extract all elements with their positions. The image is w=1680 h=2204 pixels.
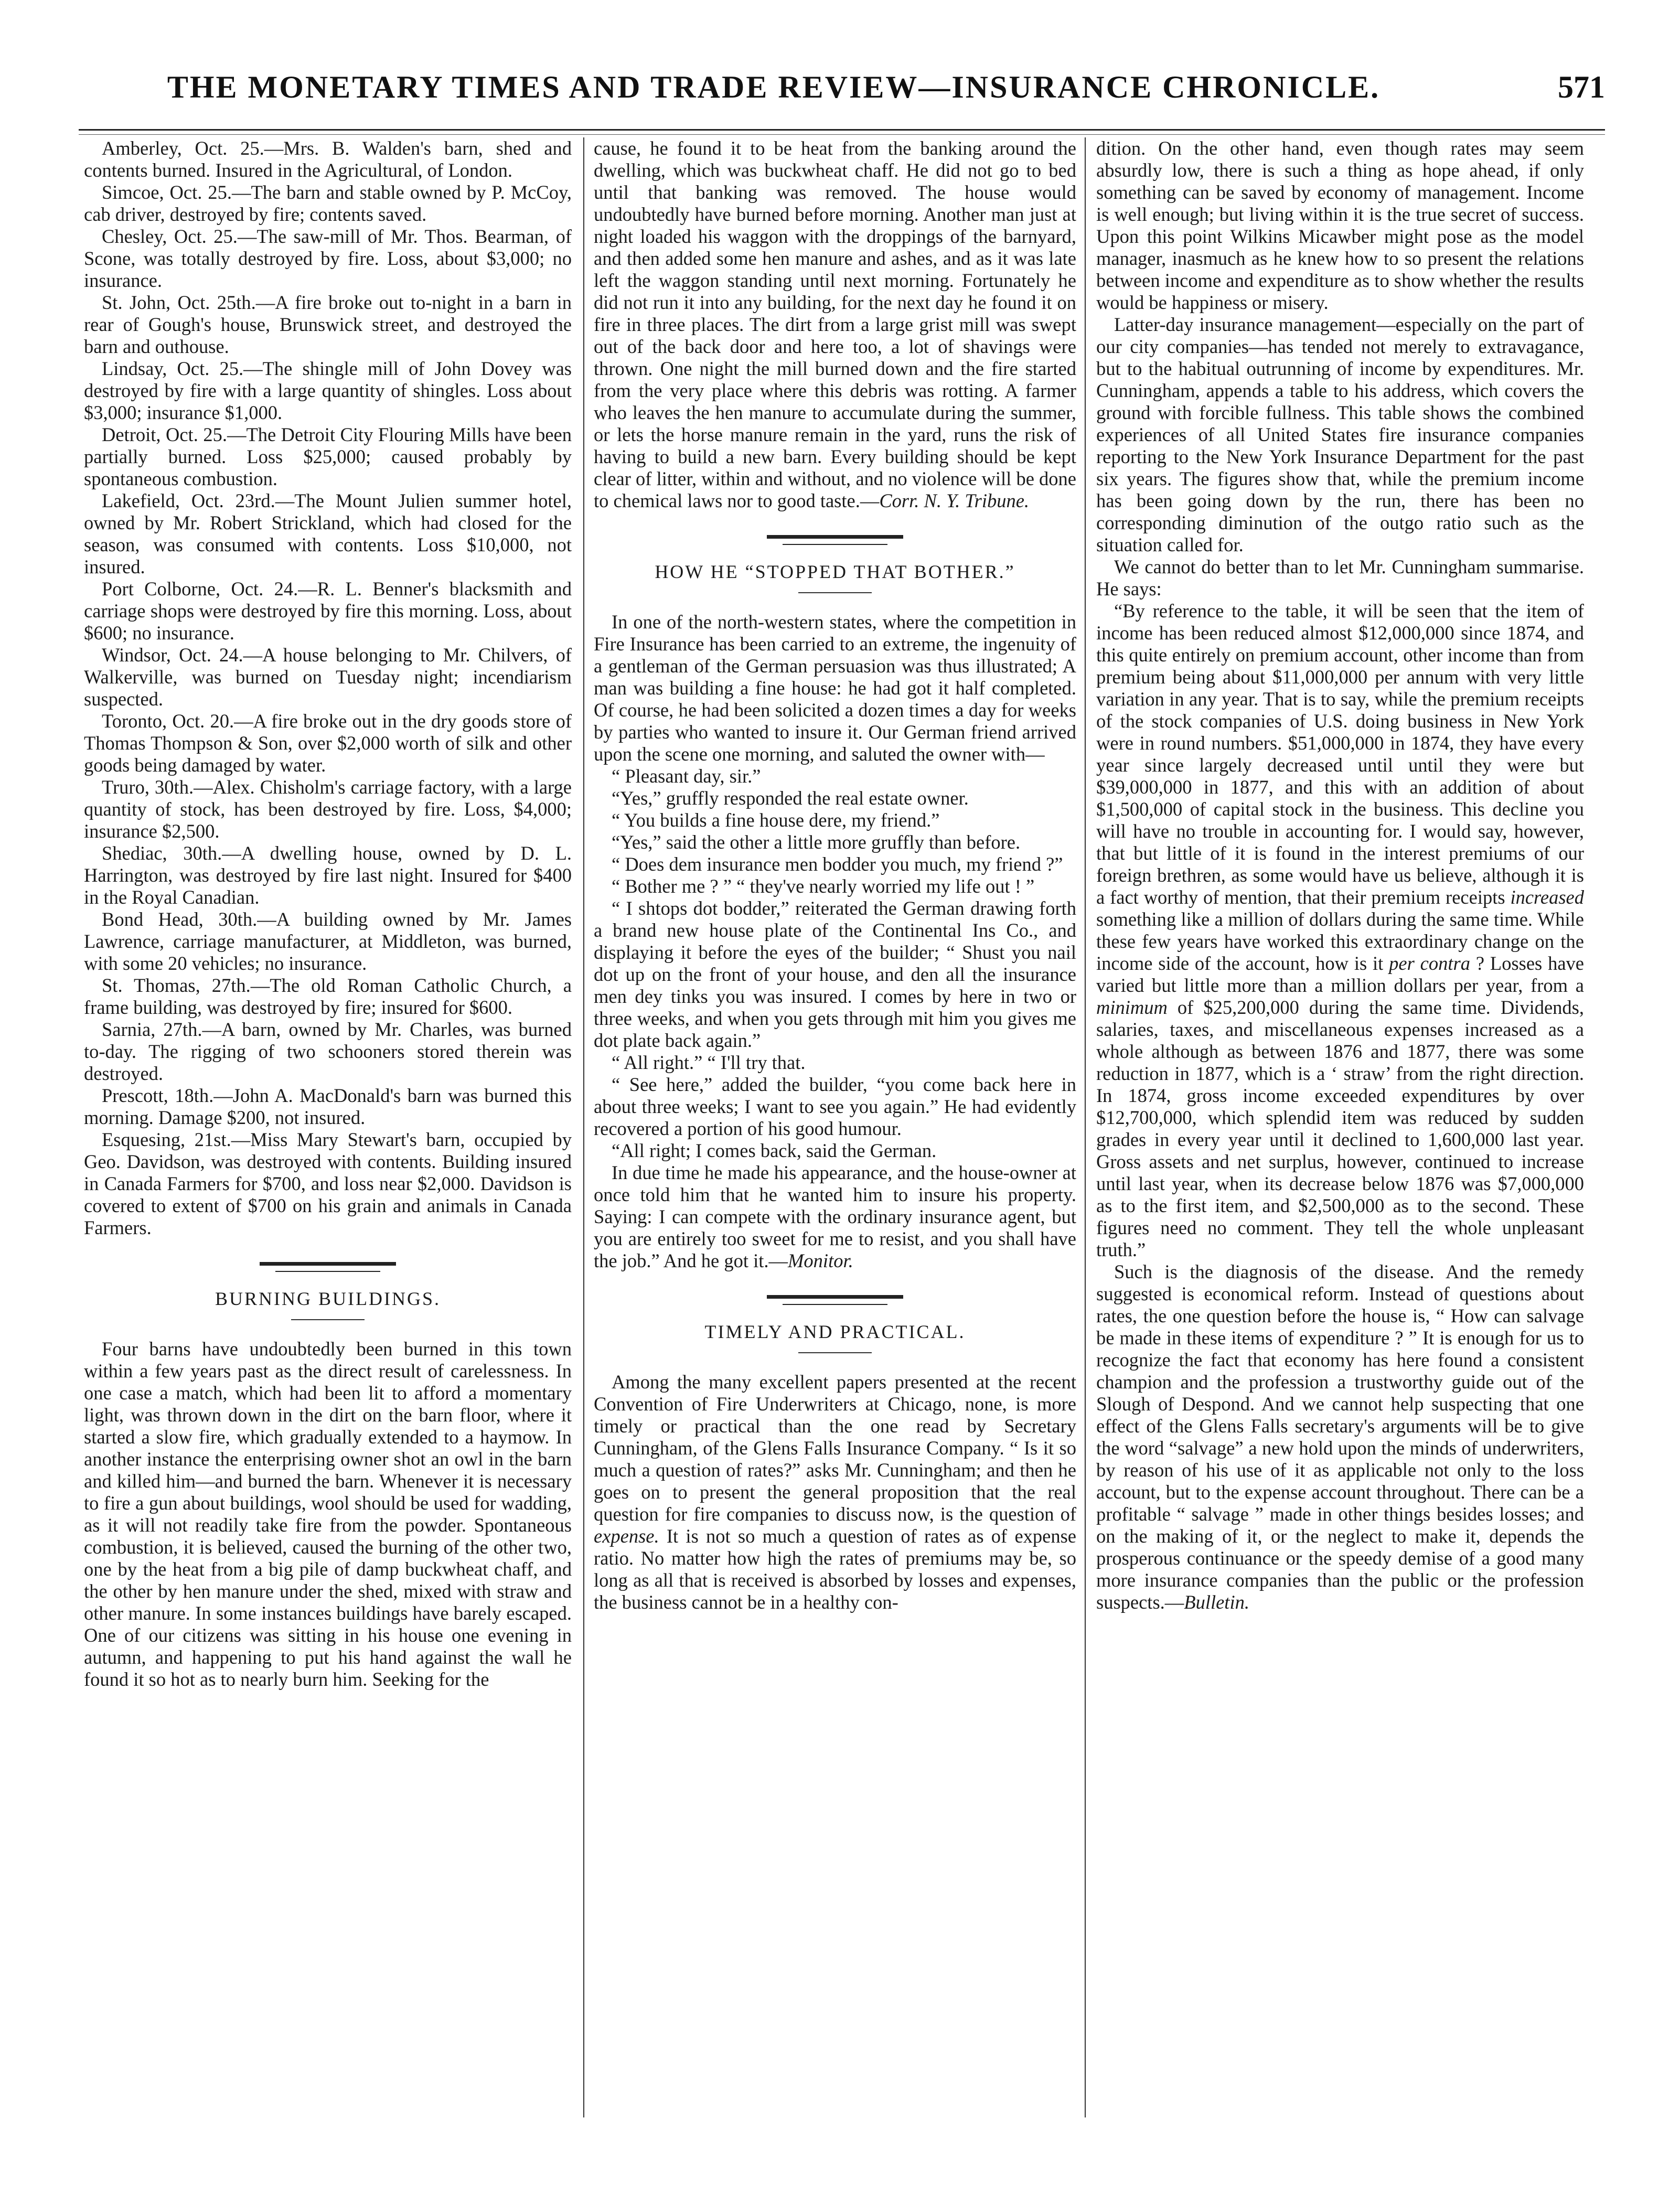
- publication-title: THE MONETARY TIMES AND TRADE REVIEW—INSURANCE CHRONICLE.: [167, 70, 1381, 104]
- article-paragraph: We cannot do better than to let Mr. Cunningham summarise. He says:: [1096, 556, 1584, 600]
- article-paragraph: Four barns have undoubtedly been burned in this town within a few years past as the direct result of carelessness. In one case a match, which had been lit to afford a momentary light, was thrown down in the dirt on the barn floor, where it started a slow fire, which gradually extended to a haymow. In another instance the enterprising owner shot an owl in the barn and killed him—and burned the barn. Whenever it is necessary to fire a gun about buildings, wool should be used for wadding, as it will not readily take fire from the powder. Spontaneous combustion, it is believed, caused the burning of the other two, one by the heat from a big pile of damp buckwheat chaff, and the other by hen manure under the shed, mixed with straw and other manure. In some instances buildings have barely escaped. One of our citizens was sitting in his house one evening in autumn, and happening to put his hand against the wall he found it so hot as to nearly burn him. Seeking for the: [84, 1338, 572, 1690]
- article-source: Corr. N. Y. Tribune.: [879, 490, 1030, 511]
- article-paragraph: “Yes,” gruffly responded the real estate owner.: [612, 787, 969, 809]
- fire-record-item: Lakefield, Oct. 23rd.—The Mount Julien summer hotel, owned by Mr. Robert Strickland, which had closed for the season, was consumed with contents. Loss $10,000, not insured.: [84, 490, 572, 577]
- column-right: [1096, 137, 1584, 2131]
- article-paragraph: Latter-day insurance management—especially on the part of our city companies—has tended not merely to extravagance, but to the habitual outrunning of income by expenditures. Mr. Cunningham, appends a table to his address, which covers the ground with forcible fullness. This table shows the combined experiences of all United States fire insurance companies reporting to the New York Insurance Department for the past six years. The figures show that, while the premium income has been going down by the run, there has been no corresponding diminution of the outgo ratio such as the situation called for.: [1096, 314, 1584, 555]
- fire-record-item: Port Colborne, Oct. 24.—R. L. Benner's blacksmith and carriage shops were destroyed by fire this morning. Loss, about $600; no insurance.: [84, 578, 572, 644]
- article-paragraph: “ You builds a fine house dere, my friend.”: [612, 809, 940, 831]
- article-paragraph: Among the many excellent papers presented at the recent Convention of Fire Underwriters at Chicago, none, is more timely or practical than the one read by Secretary Cunningham, of the Glens Falls Insurance Company. “ Is it so much a question of rates?” asks Mr. Cunningham; and then he goes on to present the general proposition that the real question for fire companies to discuss now, is the question of expense. It is not so much a question of rates as of expense ratio. No matter how high the rates of premiums may be, so long as all that is received is absorbed by losses and expenses, the business cannot be in a healthy con-: [594, 1371, 1076, 1613]
- fire-record-item: Prescott, 18th.—John A. MacDonald's barn was burned this morning. Damage $200, not insured.: [84, 1085, 572, 1128]
- article-paragraph: “ Pleasant day, sir.”: [612, 765, 761, 787]
- masthead: [79, 62, 1605, 120]
- fire-record-item: Detroit, Oct. 25.—The Detroit City Flouring Mills have been partially burned. Loss $25,000; caused probably by spontaneous combustion.: [84, 424, 572, 489]
- article-quotation: “By reference to the table, it will be seen that the item of income has been reduced almost $12,000,000 since 1874, and this quite entirely on premium account, other income than from premium being about $11,000,000 per annum with very little variation in any year. That is to say, while the premium receipts of the stock companies of U.S. doing business in New York were in round numbers. $51,000,000 in 1874, they have every year since largely decreased until until they were but $39,000,000 in 1877, and this with an addition of about $1,500,000 of capital stock in the business. This decline you will have no trouble in accounting for. I would say, however, that but little of it is found in the interest premiums of our foreign brethren, as some would have us believe, although it is a fact worthy of mention, that their premium receipts increased something like a million of dollars during the same time. While these few years have worked this extraordinary change on the income side of the account, how is it per contra ? Losses have varied but little more than a million dollars per year, from a minimum of $25,200,000 during the same time. Dividends, salaries, taxes, and miscellaneous expenses increased as a whole although as between 1876 and 1877, there was some reduction in 1877, which is a ‘ straw’ from the right direction. In 1874, gross income exceeded expenditures by over $12,700,000, which splendid item was reduced by sudden grades in every year until it declined to 1,600,000 last year. Gross assets and net surplus, however, continued to increase until last year, when its decrease below 1876 was $7,000,000 as to the first item, and $2,500,000 as to the second. These figures need no comment. They tell the whole unpleasant truth.”: [1096, 600, 1584, 1260]
- article-paragraph: “All right; I comes back, said the German.: [612, 1140, 937, 1161]
- section-separator: [260, 1262, 396, 1266]
- title-underline: [291, 1319, 365, 1320]
- article-paragraph: “ Does dem insurance men bodder you much, my friend ?”: [612, 853, 1063, 875]
- article-paragraph: Such is the diagnosis of the disease. And the remedy suggested is economical reform. Instead of questions about rates, the one question before the house is, “ How can salvage be made in these items of expenditure ? ” It is enough for us to recognize the fact that economy has here found a consistent champion and the profession a trustworthy guide out of the Slough of Despond. And we cannot help suspecting that one effect of the Glens Falls secretary's arguments will be to give the word “salvage” a new hold upon the minds of underwriters, by reason of his use of it as applicable not only to the loss account, but to the expense account throughout. There can be a profitable “ salvage ” made in other things besides losses; and on the making of it, or the neglect to make it, depends the prosperous continuance or the speedy demise of a good many more insurance companies than the public or the profession suspects.—Bulletin.: [1096, 1261, 1584, 1613]
- fire-record-item: Lindsay, Oct. 25.—The shingle mill of John Dovey was destroyed by fire with a large quantity of shingles. Loss about $3,000; insurance $1,000.: [84, 358, 572, 423]
- article-paragraph: “Yes,” said the other a little more gruffly than before.: [612, 831, 1021, 853]
- title-underline: [798, 1352, 872, 1353]
- page-number: 571: [1558, 70, 1605, 104]
- title-underline: [798, 592, 872, 593]
- fire-record-item: Chesley, Oct. 25.—The saw-mill of Mr. Thos. Bearman, of Scone, was totally destroyed by fire. Loss, about $3,000; no insurance.: [84, 226, 572, 291]
- fire-record-item: Windsor, Oct. 24.—A house belonging to Mr. Chilvers, of Walkerville, was burned on Tuesday night; incendiarism suspected.: [84, 644, 572, 710]
- article-source: Bulletin.: [1184, 1591, 1249, 1613]
- article-paragraph: dition. On the other hand, even though rates may seem absurdly low, there is such a thing as hope ahead, if only something can be saved by economy of management. Income is well enough; but living within it is the true secret of success. Upon this point Wilkins Micawber might pose as the model manager, inasmuch as he knew how to so present the relations between income and expenditure as to show whether the results would be happiness or misery.: [1096, 137, 1584, 313]
- fire-record-item: Shediac, 30th.—A dwelling house, owned by D. L. Harrington, was destroyed by fire last night. Insured for $400 in the Royal Canadian.: [84, 842, 572, 908]
- section-separator-thin: [783, 544, 887, 545]
- fire-record-item: Amberley, Oct. 25.—Mrs. B. Walden's barn, shed and contents burned. Insured in the Agricultural, of London.: [84, 137, 572, 181]
- fire-record-item: Bond Head, 30th.—A building owned by Mr. James Lawrence, carriage manufacturer, at Middleton, was burned, with some 20 vehicles; no insurance.: [84, 908, 572, 974]
- fire-record-item: St. Thomas, 27th.—The old Roman Catholic Church, a frame building, was destroyed by fire; insured for $600.: [84, 975, 572, 1018]
- header-rule-thin: [79, 134, 1605, 135]
- article-title-timely-and-practical: TIMELY AND PRACTICAL.: [704, 1321, 966, 1342]
- fire-record-item: Simcoe, Oct. 25.—The barn and stable owned by P. McCoy, cab driver, destroyed by fire; contents saved.: [84, 181, 572, 225]
- section-separator-thin: [275, 1271, 380, 1272]
- section-separator-thin: [783, 1304, 887, 1305]
- article-paragraph: In due time he made his appearance, and the house-owner at once told him that he wanted him to insure his property. Saying: I can compete with the ordinary insurance agent, but you are entirely too sweet for me to resist, and you shall have the job.” And he got it.—Monitor.: [594, 1162, 1076, 1271]
- article-title-burning-buildings: BURNING BUILDINGS.: [215, 1288, 441, 1309]
- fire-record-item: Esquesing, 21st.—Miss Mary Stewart's barn, occupied by Geo. Davidson, was destroyed with contents. Building insured in Canada Farmers for $700, and loss near $2,000. Davidson is covered to extent of $700 on his grain and animals in Canada Farmers.: [84, 1129, 572, 1238]
- article-paragraph: “ See here,” added the builder, “you come back here in about three weeks; I want to see you again.” He had evidently recovered a portion of his good humour.: [594, 1074, 1076, 1139]
- article-paragraph: “ All right.” “ I'll try that.: [612, 1052, 806, 1073]
- fire-record-item: St. John, Oct. 25th.—A fire broke out to-night in a barn in rear of Gough's house, Brunswick street, and destroyed the barn and outhouse.: [84, 292, 572, 357]
- column-middle: [594, 137, 1076, 2131]
- column-divider: [1085, 137, 1086, 2117]
- fire-record-item: Toronto, Oct. 20.—A fire broke out in the dry goods store of Thomas Thompson & Son, over $2,000 worth of silk and other goods being damaged by water.: [84, 710, 572, 776]
- section-separator: [767, 535, 903, 539]
- section-separator: [767, 1295, 903, 1299]
- article-title-stopped-that-bother: HOW HE “STOPPED THAT BOTHER.”: [655, 561, 1015, 582]
- column-left: [84, 137, 572, 2131]
- article-continuation: cause, he found it to be heat from the banking around the dwelling, which was buckwheat chaff. He did not go to bed until that banking was removed. The house would undoubtedly have burned before morning. Another man just at night loaded his waggon with the droppings of the barnyard, and then added some hen manure and ashes, and as it was late left the waggon standing until next morning. Fortunately he did not run it into any building, for the next day he found it on fire in three places. The dirt from a large grist mill was swept out of the back door and here too, a lot of shavings were thrown. One night the mill burned down and the fire started from the very place where this debris was rotting. A farmer who leaves the hen manure to accumulate during the summer, or lets the horse manure remain in the yard, runs the risk of having to build a new barn. Every building should be kept clear of litter, within and without, and no violence will be done to chemical laws nor to good taste.—Corr. N. Y. Tribune.: [594, 137, 1076, 511]
- article-paragraph: “ Bother me ? ” “ they've nearly worried my life out ! ”: [612, 875, 1035, 897]
- article-paragraph: In one of the north-western states, where the competition in Fire Insurance has been carried to an extreme, the ingenuity of a gentleman of the German persuasion was thus illustrated; A man was building a fine house: he had got it half completed. Of course, he had been solicited a dozen times a day for weeks by parties who wanted to insure it. Our German friend arrived upon the scene one morning, and saluted the owner with—: [594, 611, 1076, 765]
- fire-record-list: [84, 137, 572, 1239]
- article-body: [594, 611, 1076, 1272]
- article-source: Monitor.: [788, 1250, 853, 1271]
- fire-record-item: Sarnia, 27th.—A barn, owned by Mr. Charles, was burned to-day. The rigging of two schooners stored therein was destroyed.: [84, 1019, 572, 1084]
- header-rule: [79, 129, 1605, 131]
- article-paragraph: “ I shtops dot bodder,” reiterated the German drawing forth a brand new house plate of the Continental Ins Co., and displaying it before the eyes of the builder; “ Shust you nail dot up on the front of your house, and den all the insurance men dey tinks you was insured. I comes by here in two or three weeks, and when you gets through mit him you gives me dot plate back again.”: [594, 897, 1076, 1051]
- fire-record-item: Truro, 30th.—Alex. Chisholm's carriage factory, with a large quantity of stock, has been destroyed by fire. Loss, $4,000; insurance $2,500.: [84, 776, 572, 842]
- column-divider: [583, 137, 584, 2117]
